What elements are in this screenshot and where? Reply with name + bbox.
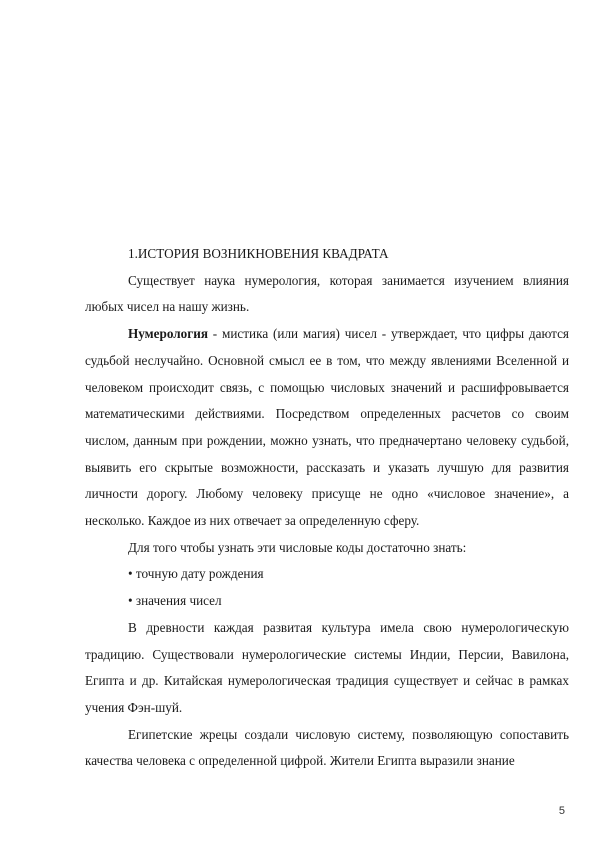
paragraph-codes-intro: Для того чтобы узнать эти числовые коды достаточно знать: [128, 539, 467, 555]
paragraph-definition [85, 321, 569, 535]
page-body [85, 241, 569, 775]
paragraph-history: В древности каждая развитая культура имела свою нумерологическую традицию. Существовали нумерологические системы Индии, Персии, Вавилона, Египта и др. Китайская нумерологическая традиция существует и сейчас в рамках учения Фэн-шуй. [85, 619, 569, 715]
paragraph-intro: Существует наука нумерология, которая занимается изучением влияния любых чисел на нашу жизнь. [85, 272, 569, 315]
bullet-item-birthdate: • точную дату рождения [128, 566, 264, 582]
bullet-item-numbers: • значения чисел [128, 593, 222, 609]
definition-text: - мистика (или магия) чисел - утверждает, что цифры даются судьбой неслучайно. Основной смысл ее в том, что между явлениями Вселенной и человеком происходит связь, с помощью числовых значений и расшифровывается математическими действиями. Посредством определенных расчетов со своим числом, данным при рождении, можно узнать, что предначертано человеку судьбой, выявить его скрытые возможности, рассказать и указать лучшую для развития личности дорогу. Любому человеку присуще не одно «числовое значение», а несколько. Каждое из них отвечает за определенную сферу. [85, 326, 569, 529]
term-numerology: Нумерология [128, 326, 208, 342]
section-heading: 1.ИСТОРИЯ ВОЗНИКНОВЕНИЯ КВАДРАТА [128, 246, 389, 261]
page-number: 5 [558, 805, 565, 817]
paragraph-egypt: Египетские жрецы создали числовую систему, позволяющую сопоставить качества человека с определенной цифрой. Жители Египта выразили знание [85, 726, 569, 769]
